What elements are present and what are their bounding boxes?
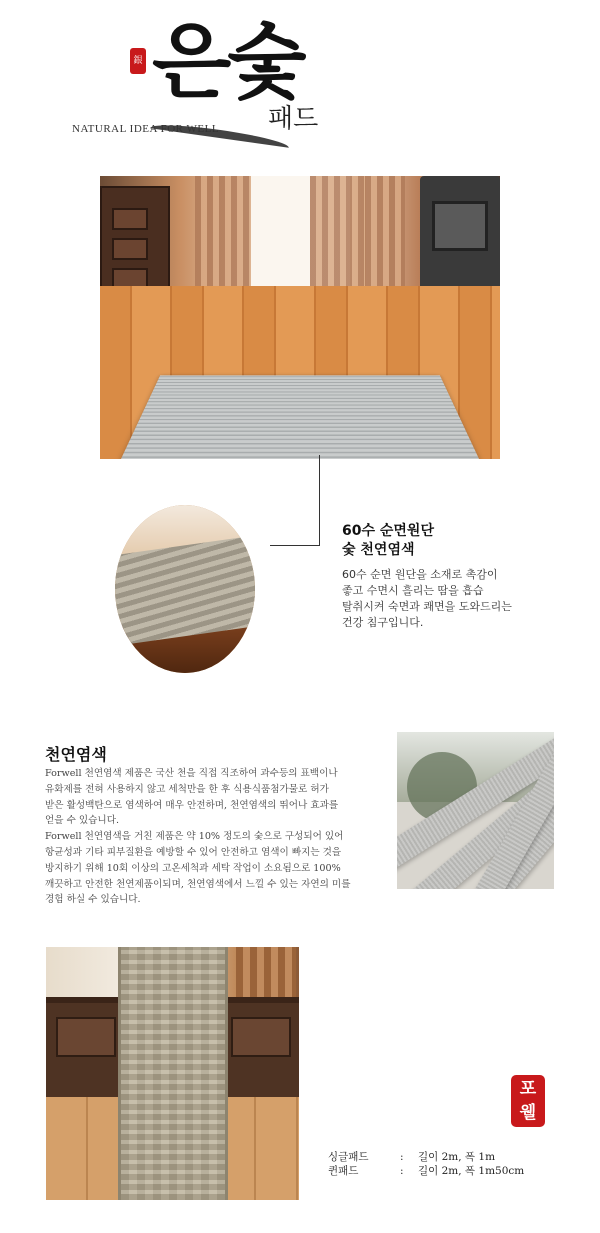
description-line: 60수 순면 원단을 소재로 촉감이: [342, 568, 498, 581]
description-line: 유화제를 전혀 사용하지 않고 세척만을 한 후 식용식품첨가물로 허가: [45, 783, 329, 795]
brand-seal: [511, 1075, 545, 1127]
callout-line: [319, 455, 320, 545]
brand-tagline: NATURAL IDEA FOR WELL: [72, 123, 220, 135]
description-line: Forwell 천연염색을 거친 제품은 약 10% 정도의 숯으로 구성되어 있어: [45, 831, 344, 843]
description-line: 탈취시켜 숙면과 쾌면을 도와드리는: [342, 600, 512, 613]
spec-colon: :: [400, 1165, 404, 1177]
section-title: 천연염색: [45, 745, 107, 764]
description-line: 방지하기 위해 10회 이상의 고온세척과 세탁 작업이 소요됨으로 100%: [45, 862, 341, 874]
dyed-fabric-photo: [397, 732, 554, 889]
feature-heading-line: 숯 천연염색: [342, 542, 415, 558]
product-name: 패드: [268, 104, 319, 134]
spec-value: 길이 2m, 폭 1m: [418, 1151, 496, 1163]
brand-logo: 은숯: [152, 15, 303, 110]
spec-colon: :: [400, 1151, 404, 1163]
description-line: Forwell 천연염색 제품은 국산 천을 직접 직조하여 과수등의 표백이나: [45, 768, 338, 779]
description-line: 건강 침구입니다.: [342, 616, 424, 629]
logo-seal: 銀: [130, 48, 146, 74]
description-line: 받은 활성백탄으로 염색하여 매우 안전하며, 천연염색의 뛰어나 효과를: [45, 799, 339, 811]
product-specs: [328, 1150, 524, 1178]
runner-rug-photo: [46, 947, 299, 1200]
fabric-closeup-photo: [115, 505, 255, 673]
rug: [118, 947, 228, 1200]
spec-row: [328, 1150, 524, 1164]
seal-char: 웰: [519, 1103, 537, 1123]
spec-label: 싱글패드: [328, 1151, 369, 1163]
feature-description: [342, 567, 512, 631]
spec-label: 퀸패드: [328, 1165, 359, 1177]
room-rug-photo: [100, 176, 500, 459]
spec-value: 길이 2m, 폭 1m50cm: [418, 1165, 525, 1177]
spec-row: [328, 1164, 524, 1178]
description-line: 항균성과 기타 피부질환을 예방할 수 있어 안전하고 염색이 빠지는 것을: [45, 846, 342, 858]
feature-heading: [342, 522, 434, 560]
feature-heading-line: 60수 순면원단: [342, 523, 434, 539]
description-line: 경험 하실 수 있습니다.: [45, 894, 141, 906]
description-line: 좋고 수면시 흘리는 땀을 흡습: [342, 584, 484, 597]
seal-char: 포: [519, 1079, 537, 1099]
section-description: [45, 766, 390, 908]
description-line: 깨끗하고 안전한 천연제품이되며, 천연염색에서 느낄 수 있는 자연의 미를: [45, 878, 351, 890]
rug: [120, 375, 480, 459]
callout-line: [270, 545, 320, 546]
description-line: 얻을 수 있습니다.: [45, 815, 120, 827]
